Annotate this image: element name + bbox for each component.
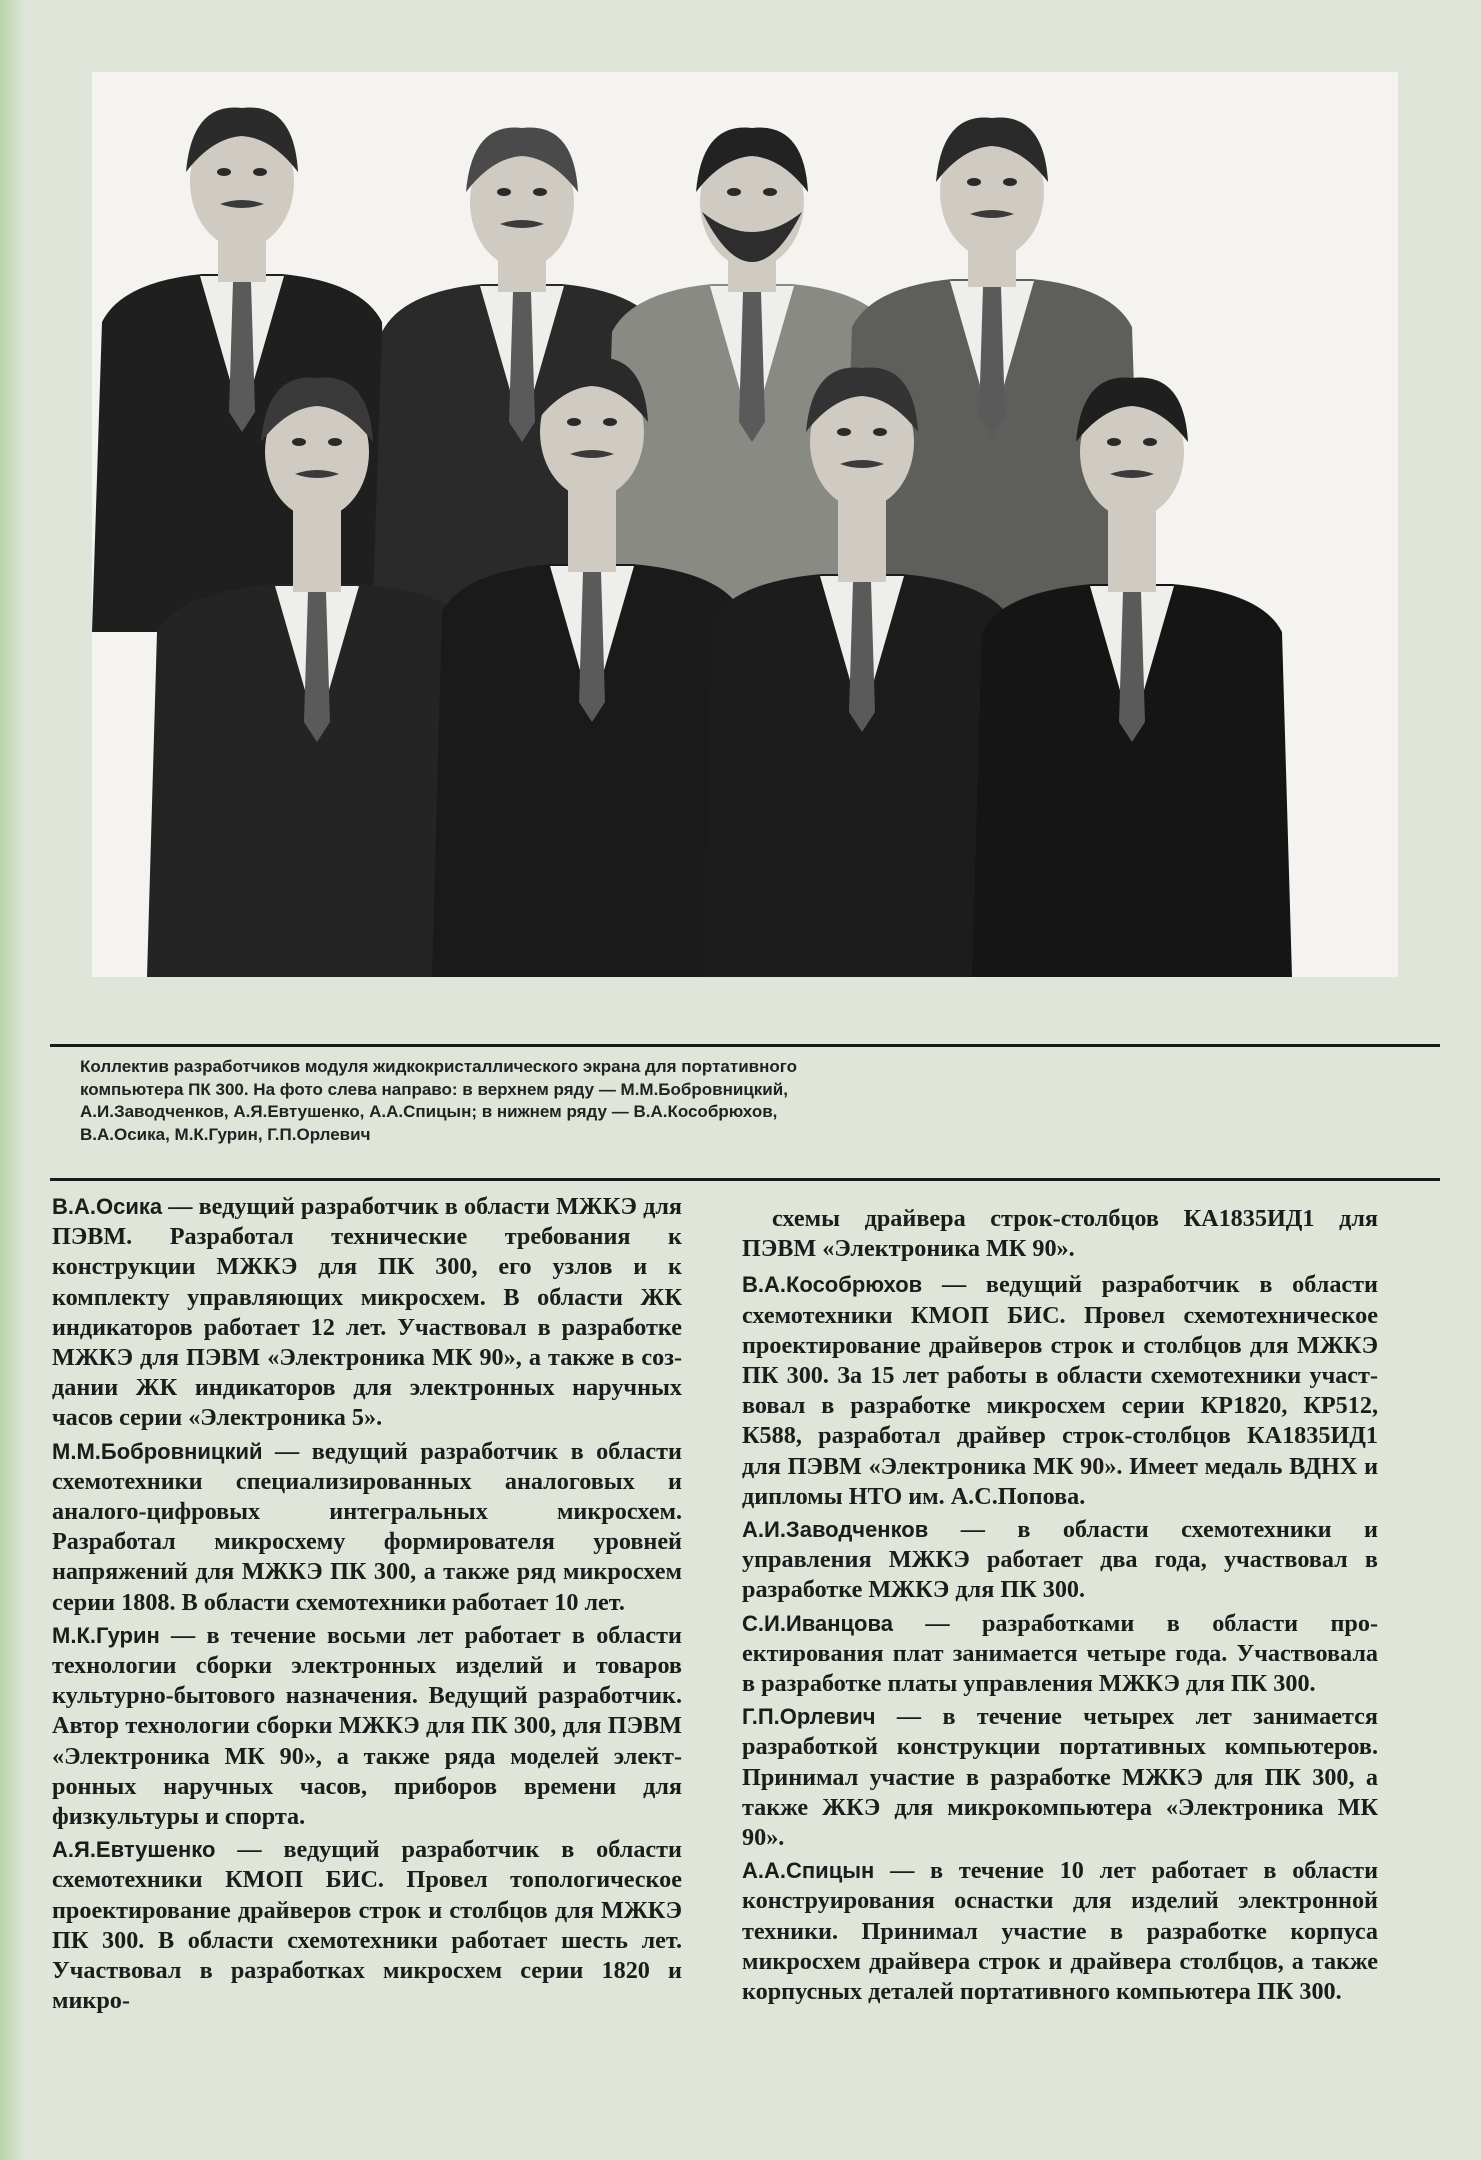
group-photo: [92, 72, 1398, 977]
bio-name: Г.П.Орлевич: [742, 1704, 876, 1730]
bio-name: М.М.Бобровницкий: [52, 1438, 263, 1464]
bio-name: А.И.Заводченков: [742, 1517, 929, 1543]
person-back-2-tie: [509, 292, 535, 442]
bio-spitsyn: [742, 1856, 1378, 2007]
bio-name: А.Я.Евтушенко: [52, 1837, 216, 1863]
person-back-1-eye-right: [253, 168, 267, 176]
bio-text: — в течение 10 лет работает в области конструирования оснастки для изделий электронной техники. Принимал участие в разработке корпуса микросхем драйвера строк и драйвера столбцов, а также корпусных деталей портативного компьютера ПК 300.: [742, 1857, 1378, 2006]
bio-text: — ведущий разработчик в области схемотехники КМОП БИС. Провел топологическое проектирование драйверов строк и столбцов для МЖКЭ ПК 300. В области схемотехники работает шесть лет. Участвовал в разработках микросхем серии 1820 и микро-: [52, 1836, 682, 2015]
person-back-2-eye-right: [533, 188, 547, 196]
person-back-4-eye-right: [1003, 178, 1017, 186]
person-front-2-eye-right: [603, 418, 617, 426]
caption-line: В.А.Осика, М.К.Гурин, Г.П.Орлевич: [80, 1124, 371, 1144]
bio-name: М.К.Гурин: [52, 1622, 160, 1648]
photo-caption: [80, 1056, 980, 1146]
caption-line: А.И.Заводченков, А.Я.Евтушенко, А.А.Спицын; в нижнем ряду — В.А.Кособрюхов,: [80, 1102, 778, 1121]
person-front-4-eye-left: [1107, 438, 1121, 446]
person-back-1-eye-left: [217, 168, 231, 176]
bio-gurin: [52, 1621, 682, 1832]
bio-kosobryukhov: [742, 1270, 1378, 1512]
bio-osika: [52, 1192, 682, 1434]
person-front-3-tie: [849, 582, 875, 732]
bio-name: А.А.Спицын: [742, 1858, 875, 1884]
person-front-4-eye-right: [1143, 438, 1157, 446]
caption-bottom-rule: [50, 1178, 1440, 1181]
caption-line: Коллектив разработчиков модуля жидкокристаллического экрана для портативного: [80, 1057, 797, 1076]
bio-name: В.А.Кособрюхов: [742, 1272, 923, 1298]
bio-name: В.А.Осика: [52, 1194, 163, 1219]
person-front-3-eye-right: [873, 428, 887, 436]
bio-text: — в области схемотехники и управления МЖКЭ работает два года, участвовал в разработке МЖКЭ для ПК 300.: [742, 1516, 1378, 1604]
person-front-2-eye-left: [567, 418, 581, 426]
bio-text: — ведущий разработчик в области схемотехники специализированных аналоговых и аналого-цифровых интегральных микросхем. Разработал микросхему формирователя уровней напряжений для МЖКЭ ПК 300, а также ряд микросхем серии 1808. В области схемотехники работает 10 лет.: [52, 1437, 682, 1616]
bio-text: — в течение восьми лет работает в области технологии сборки электронных изделий и товаров культурно-бытового назначения. Ведущий разработчик. Автор технологии сборки МЖКЭ для ПК 300, для ПЭВМ «Электроника МК 90», а также ряда моделей электронных наручных часов, приборов времени для физкультуры и спорта.: [52, 1621, 682, 1831]
person-front-3-eye-left: [837, 428, 851, 436]
right-column: [742, 1204, 1378, 2010]
person-back-4-tie: [979, 287, 1005, 437]
person-back-3-tie: [739, 292, 765, 442]
person-back-1-tie: [229, 282, 255, 432]
person-back-3-eye-right: [763, 188, 777, 196]
bio-continuation: схемы драйвера строк-столбцов КА1835ИД1 для ПЭВМ «Электроника МК 90».: [742, 1205, 1378, 1263]
person-front-1-eye-right: [328, 438, 342, 446]
person-front-4-tie: [1119, 592, 1145, 742]
bio-name: С.И.Иванцова: [742, 1610, 893, 1636]
bio-evtushenko: [52, 1835, 682, 2016]
bio-zavodchenkov: [742, 1515, 1378, 1606]
bio-text: — ведущий разработчик в области схемотехники КМОП БИС. Провел схемотехническое проектирование драйверов строк и столбцов для МЖКЭ ПК 300. За 15 лет работы в области схемотехники участвовал в разработке микросхем серии КР1820, КР512, К588, разработал драйвер строк-столбцов КА1835ИД1 для ПЭВМ «Электроника МК 90». Имеет медаль ВДНХ и дипломы НТО им. А.С.Попова.: [742, 1271, 1378, 1510]
person-back-3-eye-left: [727, 188, 741, 196]
group-photo-image: [92, 72, 1398, 977]
person-front-1-eye-left: [292, 438, 306, 446]
bio-text: — ведущий разработчик в области МЖКЭ для ПЭВМ. Разработал технические требования к конструкции МЖКЭ для ПК 300, его узлов и к комплекту управляющих микросхем. В области ЖК индикаторов работает 12 лет. Участвовал в разработке МЖКЭ для ПЭВМ «Электроника МК 90», а также в создании ЖК индикаторов для электронных наручных часов серии «Электроника 5».: [52, 1193, 682, 1432]
bio-bobrovnitsky: [52, 1437, 682, 1618]
bio-orlevich: [742, 1702, 1378, 1853]
bio-ivantsova: [742, 1609, 1378, 1700]
caption-line: компьютера ПК 300. На фото слева направо: в верхнем ряду — М.М.Бобровницкий,: [80, 1079, 788, 1099]
person-back-4-eye-left: [967, 178, 981, 186]
person-front-1-tie: [304, 592, 330, 742]
left-column: [52, 1192, 682, 2019]
caption-top-rule: [50, 1044, 1440, 1047]
page-edge: [0, 0, 24, 2160]
person-back-2-eye-left: [497, 188, 511, 196]
bio-text: — разработками в области проектирования плат занимается четыре года. Участвовала в разработке платы управления МЖКЭ для ПК 300.: [742, 1609, 1378, 1698]
bio-text: — в течение четырех лет занимается разработкой конструкции портативных компьютеров. Принимал участие в разработке МЖКЭ для ПК 300, а также ЖКЭ для микрокомпьютера «Электроника МК 90».: [742, 1703, 1378, 1852]
person-front-2-tie: [579, 572, 605, 722]
